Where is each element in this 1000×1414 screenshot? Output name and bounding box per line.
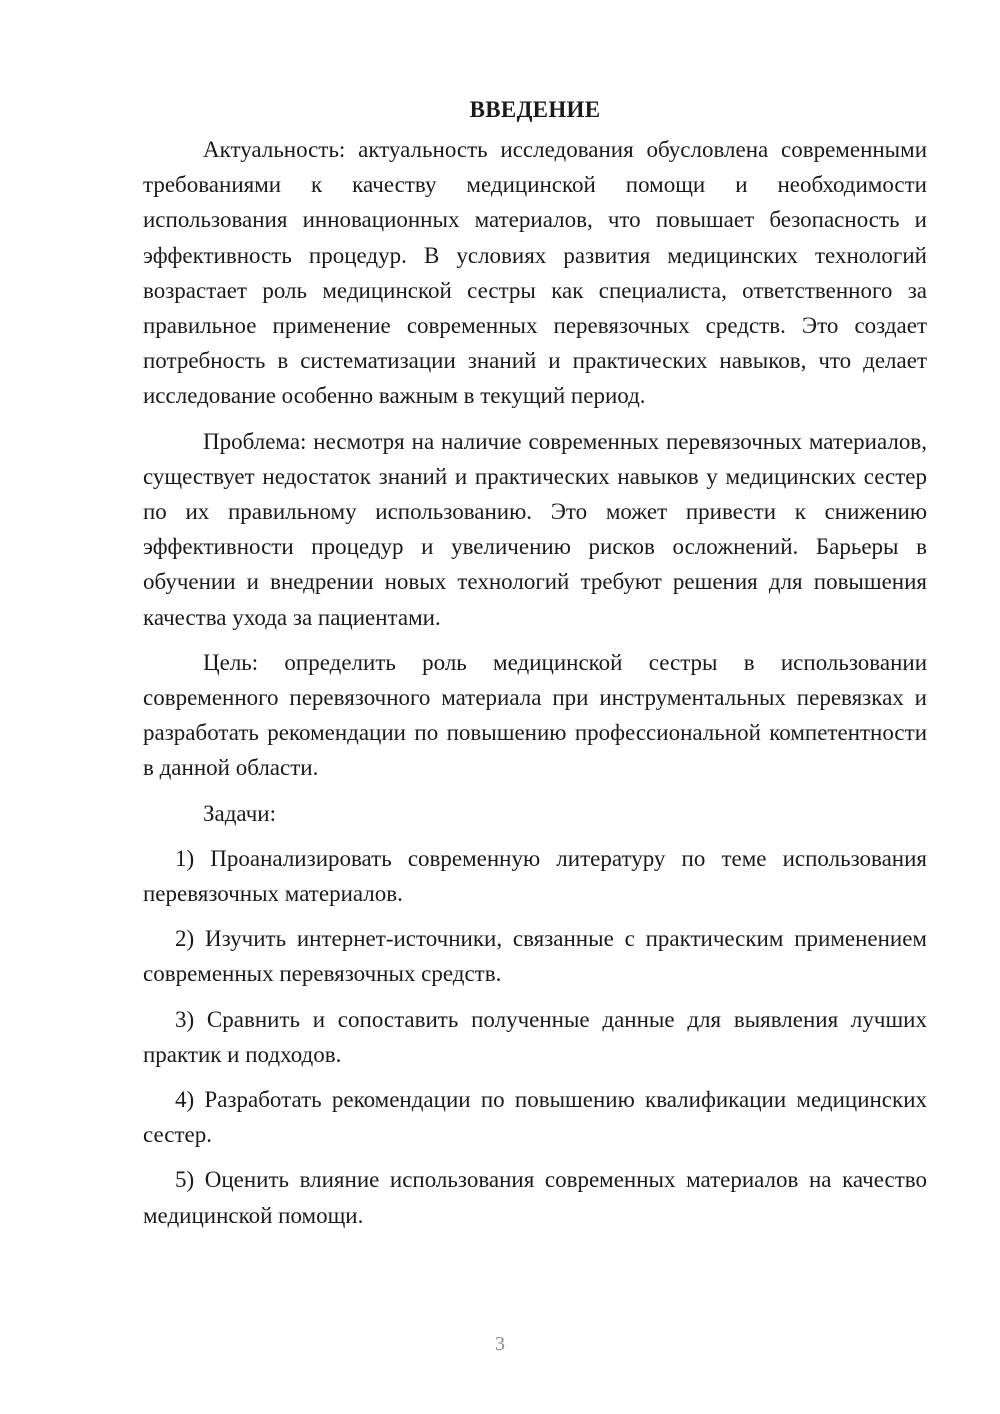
task-item-2: 2) Изучить интернет-источники, связанные с практическим применением современных перевязочных средств. [143, 926, 927, 987]
tasks-heading: Задачи: [203, 800, 276, 826]
problem-paragraph: Проблема: несмотря на наличие современных перевязочных материалов, существует недостаток знаний и практических навыков у медицинских сестер по их правильному использованию. Это может привести к снижению эффективности процедур и увеличению рисков осложнений. Барьеры в обучении и внедрении новых технологий требуют решения для повышения качества ухода за пациентами. [143, 428, 927, 630]
document-body [143, 95, 927, 1243]
page-number: 3 [495, 1333, 505, 1355]
task-item-1: 1) Проанализировать современную литературу по теме использования перевязочных материалов. [143, 845, 927, 907]
task-item-3: 3) Сравнить и сопоставить полученные данные для выявления лучших практик и подходов. [143, 1006, 927, 1067]
goal-paragraph: Цель: определить роль медицинской сестры в использовании современного перевязочного материала при инструментальных перевязках и разработать рекомендации по повышению профессиональной компетентности в данной области. [143, 649, 927, 781]
section-title: ВВЕДЕНИЕ [469, 97, 601, 122]
relevance-paragraph: Актуальность: актуальность исследования обусловлена современными требованиями к качеству медицинской помощи и необходимости использования инновационных материалов, что повышает безопасность и эффективность процедур. В условиях развития медицинских технологий возрастает роль медицинской сестры как специалиста, ответственного за правильное применение современных перевязочных средств. Это создает потребность в систематизации знаний и практических навыков, что делает исследование особенно важным в текущий период. [143, 137, 927, 409]
task-item-5: 5) Оценить влияние использования современных материалов на качество медицинской помощи. [143, 1167, 927, 1228]
task-item-4: 4) Разработать рекомендации по повышению квалификации медицинских сестер. [143, 1087, 927, 1148]
